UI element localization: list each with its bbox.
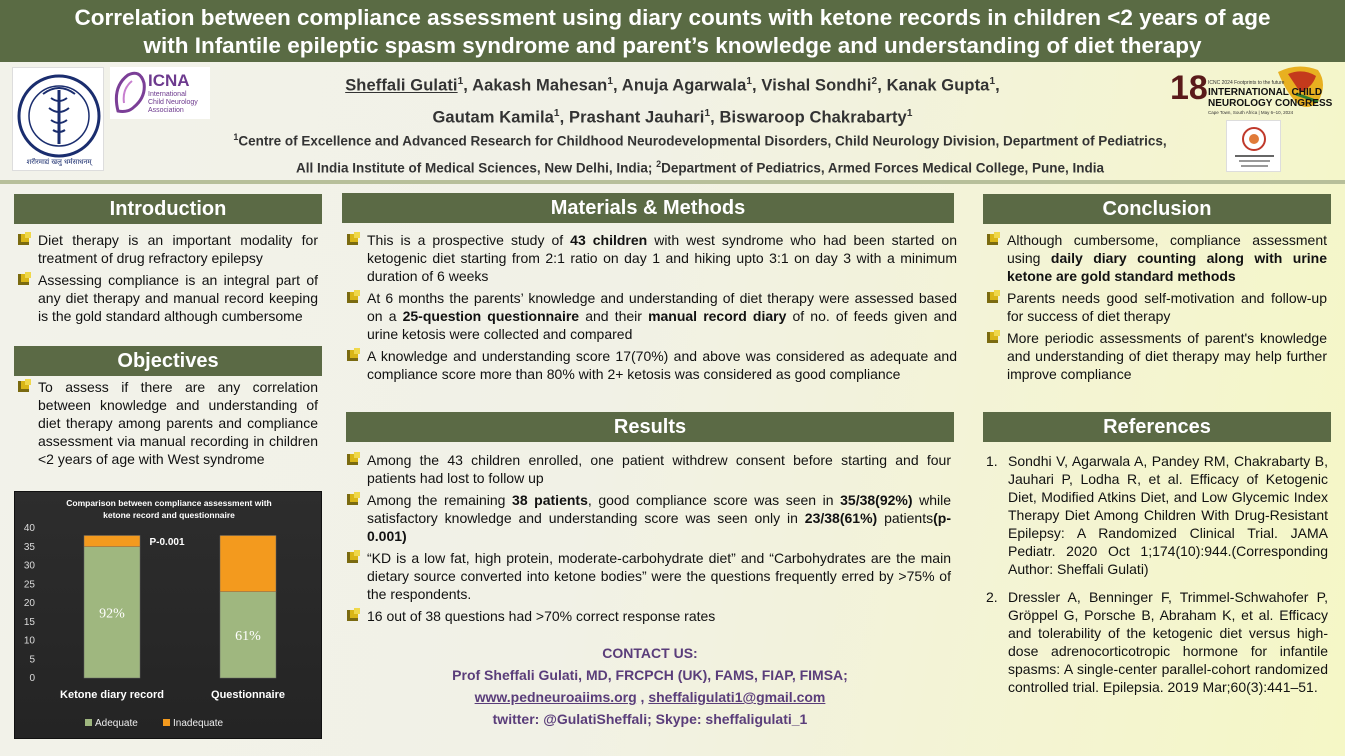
icnc-place: Cape Town, South Africa | May 6–10, 2024 (1208, 110, 1294, 115)
author-name: Prashant Jauhari (568, 108, 705, 126)
icnc-line-1: INTERNATIONAL CHILD (1208, 87, 1323, 98)
contact-heading: CONTACT US: (602, 645, 698, 661)
chart-svg (15, 492, 323, 740)
y-tick-label: 10 (23, 635, 35, 647)
text: patients (877, 510, 934, 526)
text: , good compliance score was seen in (587, 492, 841, 508)
bar-inadequate-0 (84, 536, 140, 547)
text: At 6 months the parents’ knowledge and understanding of diet therapy were assessed based on a (367, 290, 957, 324)
small-logo (1226, 120, 1281, 172)
website-link[interactable]: www.pedneuroaiims.org (474, 689, 637, 705)
text: “KD is a low fat, high protein, moderate-carbohydrate diet” and “Carbohydrates are the main dietary source converted into ketone bodies” were the questions frequently erred by >75% of the respondents. (367, 550, 951, 602)
bullet-icon (987, 234, 998, 245)
icna-name: ICNA (148, 71, 190, 90)
bullet-icon (347, 454, 358, 465)
author-affiliation: 1 (989, 76, 996, 87)
text: A knowledge and understanding score 17(70%) and above was considered as adequate and compliance score more than 80% with 2+ ketosis was considered as good compliance (367, 348, 957, 382)
icna-logo (110, 67, 210, 119)
author-affiliation: 1 (746, 76, 753, 87)
results-item (345, 607, 951, 625)
introduction-item-text: Diet therapy is an important modality for treatment of drug refractory epilepsy (38, 232, 318, 266)
references-heading: References (983, 412, 1331, 442)
results-item (345, 451, 951, 487)
author-separator: , (710, 108, 720, 126)
author-separator: , (995, 76, 1000, 95)
bullet-icon (987, 292, 998, 303)
data-label: 92% (99, 606, 125, 622)
legend-swatch-adequate (85, 719, 92, 726)
methods-heading: Materials & Methods (342, 193, 954, 223)
bullet-icon (347, 610, 358, 621)
legend-label-inadequate: Inadequate (173, 718, 224, 729)
conclusion-item (985, 289, 1327, 325)
objectives-list (16, 378, 318, 472)
methods-item (345, 289, 957, 343)
chart-title-line-1: Comparison between compliance assessment with (66, 498, 272, 508)
text: of no. of feeds given and urine ketosis were collected and compared (367, 308, 957, 342)
text-bold: 25-question questionnaire (402, 308, 580, 324)
affiliations (150, 126, 1250, 179)
poster-title (0, 0, 1345, 62)
bullet-icon (18, 381, 29, 392)
contact-links (345, 686, 955, 708)
author-name: Biswaroop Chakrabarty (719, 108, 907, 126)
author-separator: , (559, 108, 569, 126)
title-line-2: with Infantile epileptic spasm syndrome and parent’s knowledge and understanding of diet therapy (143, 33, 1202, 58)
contact-social: twitter: @GulatiSheffali; Skype: sheffaligulati_1 (492, 711, 808, 727)
x-tick-label: Questionnaire (211, 689, 285, 701)
results-item (345, 491, 951, 545)
introduction-item-text: Assessing compliance is an integral part of any diet therapy and manual record keeping is the gold standard although cumbersome (38, 272, 318, 324)
icna-sub-1: International (148, 91, 187, 98)
p-value-annotation: P-0.001 (149, 536, 185, 548)
affiliation-1b-text: All India Institute of Medical Sciences, New Delhi, India; (296, 160, 657, 175)
text-bold: manual record diary (648, 308, 787, 324)
methods-item (345, 347, 957, 383)
header-divider (0, 180, 1345, 184)
conclusion-item (985, 329, 1327, 383)
results-heading: Results (346, 412, 954, 442)
text: Among the remaining (367, 492, 513, 508)
reference-number: 1. (986, 453, 998, 469)
methods-item (345, 231, 957, 285)
text-bold: 38 patients (512, 492, 588, 508)
objectives-item (16, 378, 318, 468)
affiliation-sup-2: 2 (656, 158, 662, 169)
author-name: Sheffali Gulati (345, 76, 458, 95)
x-tick-label: Ketone diary record (60, 689, 164, 701)
author-affiliation: 1 (553, 107, 560, 119)
introduction-heading: Introduction (14, 194, 322, 224)
author-name: Gautam Kamila (432, 108, 554, 126)
text: with west syndrome who had been started on ketogenic diet starting from 2:1 ratio on day 1 and hiking upto 3:1 on day 3 with a minimum duration of 6 weeks (367, 232, 958, 284)
bullet-icon (987, 332, 998, 343)
conclusion-list (985, 231, 1327, 387)
icnc-small: ICNC 2024 Footprints to the future (1208, 80, 1285, 86)
author-name: Vishal Sondhi (761, 76, 872, 95)
legend-label-adequate: Adequate (95, 718, 138, 729)
icnc-numeral: 18 (1170, 69, 1208, 107)
bullet-icon (347, 350, 358, 361)
author-separator: , (613, 76, 622, 95)
icna-sub-3: Association (148, 107, 184, 114)
y-tick-label: 25 (23, 579, 35, 591)
y-tick-label: 35 (23, 541, 35, 553)
y-tick-label: 5 (29, 654, 35, 666)
affiliation-sup-1: 1 (233, 132, 239, 142)
introduction-list (16, 231, 318, 329)
author-separator: , (877, 76, 887, 95)
header (0, 62, 1345, 180)
results-list (345, 451, 951, 629)
affiliation-1-text: Centre of Excellence and Advanced Research for Childhood Neurodevelopmental Disorders, Child Neurology Division, Department of Pediatrics, (238, 133, 1167, 149)
bullet-icon (347, 552, 358, 563)
author-affiliation: 2 (871, 76, 878, 87)
icnc-line-2: NEUROLOGY CONGRESS (1208, 98, 1333, 109)
data-label: 61% (235, 628, 261, 644)
author-name: Aakash Mahesan (472, 76, 608, 95)
author-affiliation: 1 (906, 107, 913, 119)
aiims-logo (12, 67, 104, 171)
reference-item (986, 452, 1328, 578)
reference-text: Sondhi V, Agarwala A, Pandey RM, Chakrabarty B, Jauhari P, Lodha R, et al. Efficacy of Ketogenic Diet, Modified Atkins Diet, and Low Glycemic Index Therapy Diet Among Children With Drug-Resistant Epilepsy: A Randomized Clinical Trial. JAMA Pediatr. 2020 Oct 1;174(10):944.(Corresponding Author: Sheffali Gulati) (1008, 453, 1328, 577)
author-list (210, 68, 1135, 131)
references-list (986, 452, 1328, 706)
contact-name: Prof Sheffali Gulati, MD, FRCPCH (UK), FAMS, FIAP, FIMSA; (452, 667, 848, 683)
title-line-1: Correlation between compliance assessment using diary counts with ketone records in children <2 years of age (74, 5, 1271, 30)
legend-swatch-inadequate (163, 719, 170, 726)
contact-block (345, 642, 955, 730)
bar-inadequate-1 (220, 536, 276, 592)
objectives-heading: Objectives (14, 346, 322, 376)
text-bold: 35/38(92%) (840, 492, 913, 508)
bullet-icon (18, 234, 29, 245)
text: , (636, 689, 649, 705)
introduction-item (16, 231, 318, 267)
text: Parents needs good self-motivation and follow-up for success of diet therapy (1007, 290, 1327, 324)
author-affiliation: 1 (704, 107, 711, 119)
author-separator: , (463, 76, 473, 95)
compliance-chart (14, 491, 322, 739)
author-affiliation: 1 (607, 76, 614, 87)
email-link[interactable]: sheffaligulati1@gmail.com (648, 689, 826, 705)
author-name: Anuja Agarwala (621, 76, 747, 95)
text: This is a prospective study of (367, 232, 571, 248)
reference-text: Dressler A, Benninger F, Trimmel-Schwahofer P, Gröppel G, Porsche B, Abraham K, et al. Efficacy and tolerability of the ketogenic diet versus high-dose adrenocorticotropic hormone for infantile spasms: A single-center parallel-cohort randomized controlled trial. Epilepsia. 2019 Mar;60(3):441–51. (1008, 589, 1328, 695)
y-tick-label: 30 (23, 560, 35, 572)
bullet-icon (18, 274, 29, 285)
bullet-icon (347, 494, 358, 505)
conclusion-heading: Conclusion (983, 194, 1331, 224)
chart-title-line-2: ketone record and questionnaire (103, 510, 235, 520)
y-tick-label: 0 (29, 673, 35, 684)
text: Although cumbersome, compliance assessment using (1007, 232, 1327, 266)
icnc-logo (1168, 62, 1333, 118)
affiliation-line-2 (150, 153, 1250, 180)
text: while satisfactory knowledge and understanding score was seen only in (367, 492, 951, 526)
text-bold: 23/38(61%) (804, 510, 878, 526)
author-separator: , (752, 76, 762, 95)
text: Among the 43 children enrolled, one patient withdrew consent before starting and four patients had lost to follow up (367, 452, 951, 486)
text-bold: (p-0.001) (367, 510, 951, 544)
reference-item (986, 588, 1328, 696)
bullet-icon (347, 234, 358, 245)
reference-number: 2. (986, 589, 998, 605)
introduction-item (16, 271, 318, 325)
text-bold: 43 children (570, 232, 648, 248)
conclusion-item (985, 231, 1327, 285)
icna-subtitle (148, 91, 198, 115)
objectives-item-text: To assess if there are any correlation between knowledge and understanding of diet therapy among parents and compliance assessment via manual recording in children <2 years of age with West syndrome (38, 379, 318, 467)
y-tick-label: 40 (23, 523, 35, 534)
aiims-motto: शरीरमाद्यं खलु धर्मसाधनम् (26, 158, 92, 166)
results-item (345, 549, 951, 603)
affiliation-line-1 (150, 126, 1250, 153)
y-tick-label: 15 (23, 616, 35, 628)
text: More periodic assessments of parent's knowledge and understanding of diet therapy may help further improve compliance (1007, 330, 1327, 382)
text: 16 out of 38 questions had >70% correct response rates (367, 608, 716, 624)
y-tick-label: 20 (23, 598, 35, 609)
author-affiliation: 1 (457, 76, 464, 87)
affiliation-2-text: Department of Pediatrics, Armed Forces Medical College, Pune, India (661, 160, 1104, 175)
bullet-icon (347, 292, 358, 303)
author-name: Kanak Gupta (886, 76, 990, 95)
icna-sub-2: Child Neurology (148, 99, 198, 106)
text-bold: daily diary counting along with urine ketone are gold standard methods (1007, 250, 1327, 284)
text: and their (579, 308, 649, 324)
methods-list (345, 231, 957, 387)
